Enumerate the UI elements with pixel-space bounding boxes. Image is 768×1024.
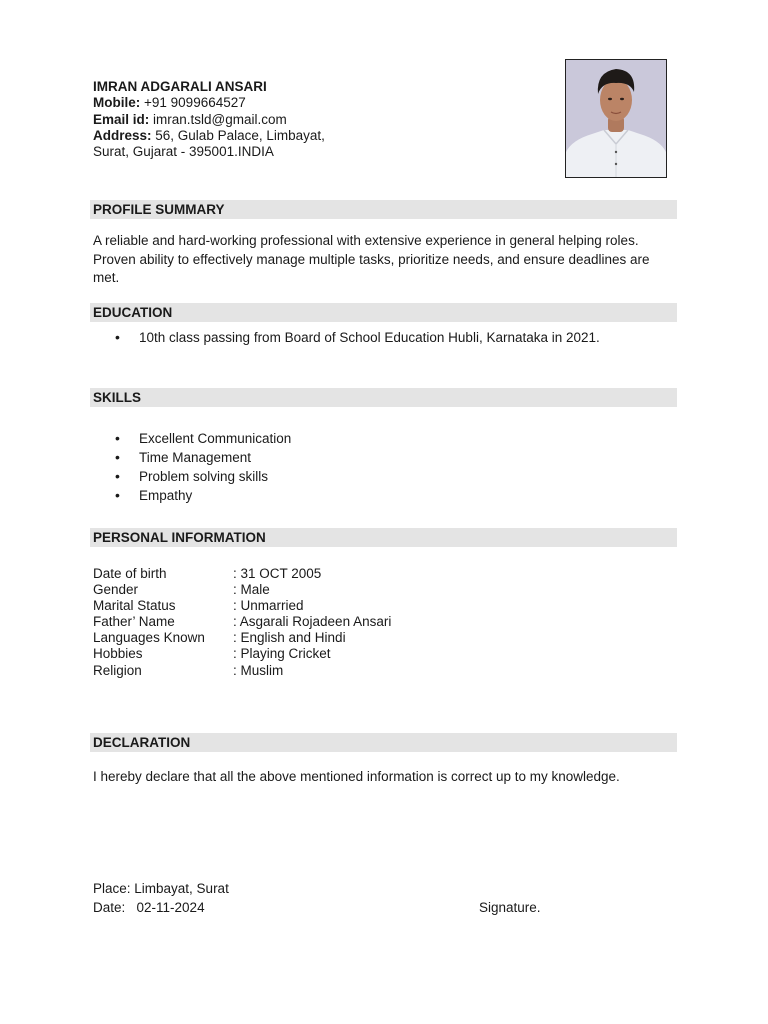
info-label: Marital Status	[93, 598, 176, 614]
skill-item: • Empathy	[93, 486, 291, 505]
address-label: Address:	[93, 127, 152, 143]
person-photo-icon	[566, 60, 666, 177]
address-value-1: 56, Gulab Palace, Limbayat,	[155, 127, 325, 143]
personal-info-heading: PERSONAL INFORMATION	[93, 530, 266, 545]
declaration-text: I hereby declare that all the above mentioned information is correct up to my knowledge.	[93, 769, 620, 784]
info-label: Date of birth	[93, 566, 167, 581]
info-value: : Asgarali Rojadeen Ansari	[233, 614, 392, 630]
education-item: • 10th class passing from Board of School Education Hubli, Karnataka in 2021.	[93, 328, 600, 347]
mobile-value: +91 9099664527	[144, 95, 246, 111]
signature-label: Signature.	[479, 900, 541, 915]
table-row	[93, 566, 391, 582]
place-line: Place: Limbayat, Surat	[93, 881, 229, 896]
skill-item: • Excellent Communication	[93, 429, 291, 448]
info-value: : 31 OCT 2005	[233, 566, 322, 581]
email-value: imran.tsld@gmail.com	[153, 111, 287, 127]
info-value: : Unmarried	[233, 598, 304, 614]
table-row	[93, 614, 391, 630]
personal-info-header	[90, 528, 677, 547]
info-label: Hobbies	[93, 646, 143, 662]
table-row	[93, 646, 391, 662]
table-row	[93, 582, 391, 598]
skill-item: • Problem solving skills	[93, 467, 291, 486]
info-label: Religion	[93, 662, 142, 678]
table-row	[93, 598, 391, 614]
email-label: Email id:	[93, 111, 150, 127]
personal-info-table	[93, 566, 391, 679]
profile-summary-heading: PROFILE SUMMARY	[93, 202, 225, 217]
skills-header	[90, 388, 677, 407]
info-value: : English and Hindi	[233, 630, 346, 646]
candidate-name: IMRAN ADGARALI ANSARI	[93, 79, 267, 94]
address-line-2: Surat, Gujarat - 395001.INDIA	[93, 144, 274, 160]
info-value: : Male	[233, 582, 270, 598]
table-row	[93, 663, 391, 679]
address-line	[93, 128, 325, 144]
education-header	[90, 303, 677, 322]
profile-photo	[565, 59, 667, 178]
info-label: Languages Known	[93, 630, 205, 646]
table-row	[93, 630, 391, 646]
education-heading: EDUCATION	[93, 305, 173, 320]
profile-summary-text: A reliable and hard-working professional with extensive experience in general helping roles. Proven ability to effectively manage multiple tasks, prioritize needs, and ensure deadlines are met.	[93, 233, 650, 285]
skill-item: • Time Management	[93, 448, 291, 467]
date-line: Date: 02-11-2024	[93, 900, 205, 915]
info-label: Father’ Name	[93, 614, 175, 630]
education-list	[93, 328, 600, 347]
skills-heading: SKILLS	[93, 390, 142, 405]
contact-block	[93, 79, 325, 160]
profile-summary-header	[90, 200, 677, 219]
declaration-heading: DECLARATION	[93, 735, 191, 750]
email-line	[93, 112, 325, 128]
declaration-header	[90, 733, 677, 752]
info-label: Gender	[93, 582, 139, 598]
skills-list	[93, 429, 291, 505]
info-value: : Muslim	[233, 662, 284, 678]
mobile-label: Mobile:	[93, 95, 141, 111]
info-value: : Playing Cricket	[233, 646, 331, 662]
mobile-line	[93, 95, 325, 111]
